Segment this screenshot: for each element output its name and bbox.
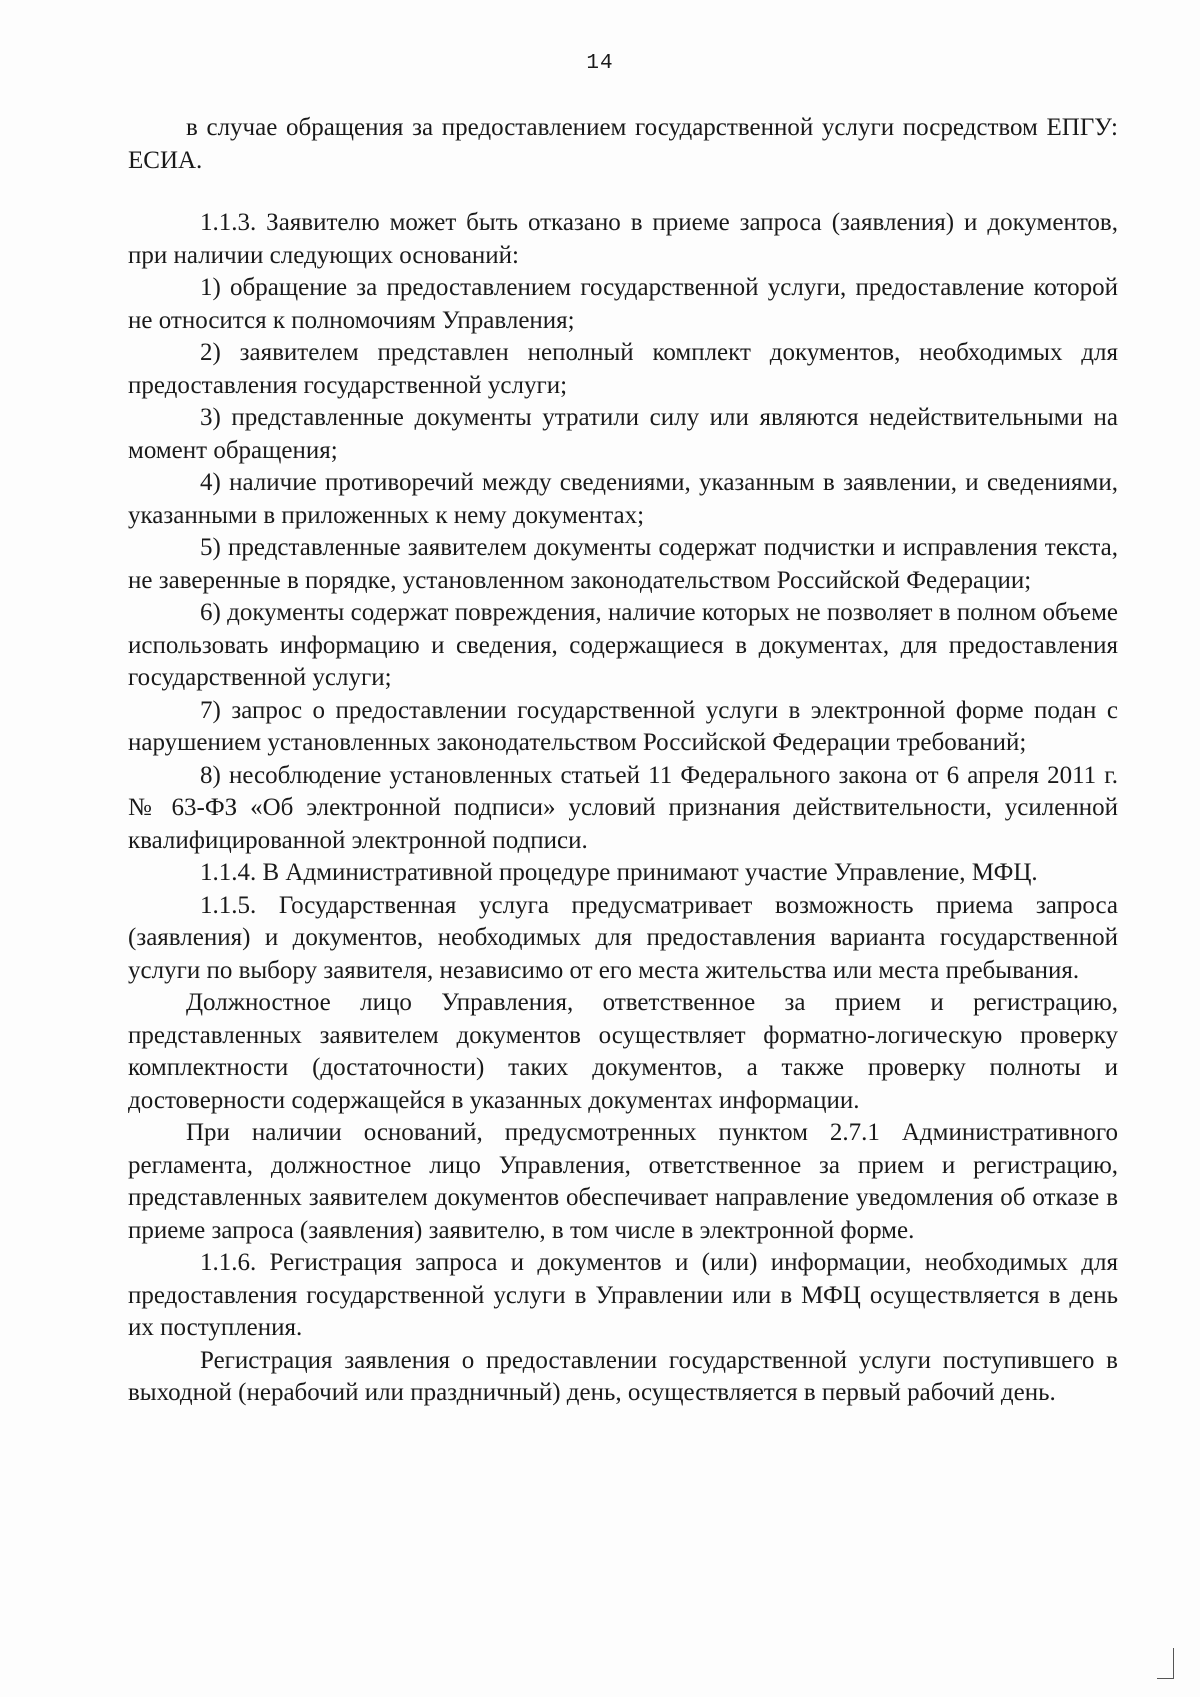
paragraph-official-check: Должностное лицо Управления, ответственное за прием и регистрацию, представленных заявителем документов осуществляет форматно-логическую проверку комплектности (достаточности) таких документов, а также проверку полноты и достоверности содержащейся в указанных документах информации. <box>128 989 1118 1114</box>
paragraph-epgu-esia: в случае обращения за предоставлением государственной услуги посредством ЕПГУ: ЕСИА. <box>128 114 1118 174</box>
list-item-7: 7) запрос о предоставлении государственной услуги в электронной форме подан с нарушением установленных законодательством Российской Федерации требований; <box>128 696 1118 756</box>
paragraph-1-1-3: 1.1.3. Заявителю может быть отказано в приеме запроса (заявления) и документов, при наличии следующих оснований: <box>128 209 1118 269</box>
paragraph-1-1-6: 1.1.6. Регистрация запроса и документов и (или) информации, необходимых для предоставления государственной услуги в Управлении или в МФЦ осуществляется в день их поступления. <box>128 1249 1118 1341</box>
list-item-3: 3) представленные документы утратили силу или являются недействительными на момент обращения; <box>128 404 1118 464</box>
paragraph-holiday-registration: Регистрация заявления о предоставлении государственной услуги поступившего в выходной (нерабочий или праздничный) день, осуществляется в первый рабочий день. <box>128 1346 1118 1406</box>
paragraph-refusal-notice: При наличии оснований, предусмотренных пунктом 2.7.1 Административного регламента, должностное лицо Управления, ответственное за прием и регистрацию, представленных заявителем документов обеспечивает направление уведомления об отказе в приеме запроса (заявления) заявителю, в том числе в электронной форме. <box>128 1119 1118 1244</box>
page-number: 14 <box>586 52 614 75</box>
list-item-8: 8) несоблюдение установленных статьей 11 Федерального закона от 6 апреля 2011 г. № 63-ФЗ «Об электронной подписи» условий признания действительности, усиленной квалифицированной электронной подписи. <box>128 761 1118 854</box>
list-item-4: 4) наличие противоречий между сведениями, указанным в заявлении, и сведениями, указанными в приложенных к нему документах; <box>128 469 1118 529</box>
paragraph-1-1-5: 1.1.5. Государственная услуга предусматривает возможность приема запроса (заявления) и документов, необходимых для предоставления варианта государственной услуги по выбору заявителя, независимо от его места жительства или места пребывания. <box>128 891 1118 984</box>
document-body <box>128 112 1118 1410</box>
paragraph-1-1-4: 1.1.4. В Административной процедуре принимают участие Управление, МФЦ. <box>200 859 1038 886</box>
paragraph-gap <box>128 177 1118 207</box>
list-item-2: 2) заявителем представлен неполный комплект документов, необходимых для предоставления государственной услуги; <box>128 339 1118 399</box>
list-item-6: 6) документы содержат повреждения, наличие которых не позволяет в полном объеме использовать информацию и сведения, содержащиеся в документах, для предоставления государственной услуги; <box>128 599 1118 691</box>
scan-corner-mark <box>1157 1648 1174 1679</box>
list-item-5: 5) представленные заявителем документы содержат подчистки и исправления текста, не заверенные в порядке, установленном законодательством Российской Федерации; <box>128 534 1118 594</box>
list-item-1: 1) обращение за предоставлением государственной услуги, предоставление которой не относится к полномочиям Управления; <box>128 274 1118 334</box>
